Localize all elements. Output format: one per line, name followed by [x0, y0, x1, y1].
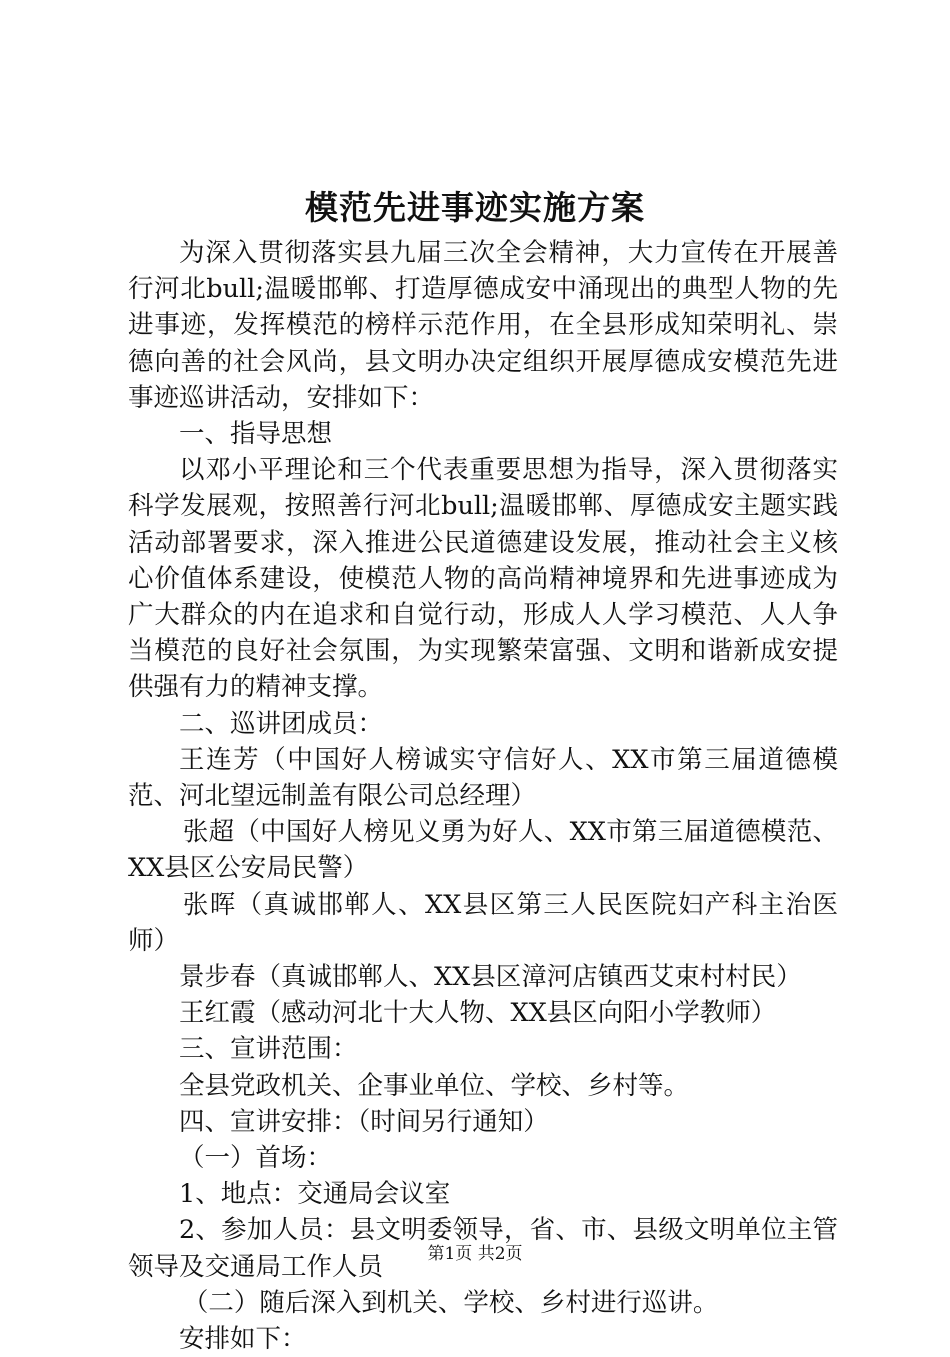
subsection-follow-up: （二）随后深入到机关、学校、乡村进行巡讲。: [182, 1287, 719, 1318]
arrangement-lead: 安排如下：: [179, 1324, 307, 1355]
intro-paragraph: 为深入贯彻落实县九届三次全会精神，大力宣传在开展善行河北bull;温暖邯郸、打造厚德成安中涌现出的典型人物的先进事迹，发挥模范的榜样示范作用，在全县形成知荣明礼、崇德向善的社会风尚，县文明办决定组织开展厚德成安模范先进事迹巡讲活动，安排如下：: [128, 238, 838, 413]
page-number: 第1页 共2页: [427, 1244, 523, 1264]
document-title: 模范先进事迹实施方案: [305, 188, 645, 227]
location-item: 1、地点：交通局会议室: [179, 1179, 451, 1210]
scope-paragraph: 全县党政机关、企事业单位、学校、乡村等。: [179, 1070, 690, 1101]
attendees-item: 2、参加人员：县文明委领导，省、市、县级文明单位主管领导及交通局工作人员: [128, 1215, 838, 1282]
member-item: 张超（中国好人榜见义勇为好人、XX市第三届道德模范、XX县区公安局民警）: [128, 817, 838, 884]
section-heading-arrangement: 四、宣讲安排：（时间另行通知）: [179, 1106, 549, 1137]
section-heading-scope: 三、宣讲范围：: [179, 1034, 358, 1065]
member-item: 王连芳（中国好人榜诚实守信好人、XX市第三届道德模范、河北望远制盖有限公司总经理）: [128, 744, 838, 812]
document-body: [128, 235, 838, 1357]
member-item: 王红霞（感动河北十大人物、XX县区向阳小学教师）: [179, 998, 777, 1029]
subsection-first-session: （一）首场：: [179, 1143, 333, 1174]
member-item: 张晖（真诚邯郸人、XX县区第三人民医院妇产科主治医师）: [128, 889, 838, 956]
guiding-ideology-paragraph: 以邓小平理论和三个代表重要思想为指导，深入贯彻落实科学发展观，按照善行河北bull;温暖邯郸、厚德成安主题实践活动部署要求，深入推进公民道德建设发展，推动社会主义核心价值体系建设，使模范人物的高尚精神境界和先进事迹成为广大群众的内在追求和自觉行动，形成人人学习模范、人人争当模范的良好社会氛围，为实现繁荣富强、文明和谐新成安提供强有力的精神支撑。: [128, 455, 838, 703]
section-heading-guiding-ideology: 一、指导思想: [179, 419, 333, 450]
section-heading-members: 二、巡讲团成员：: [179, 708, 384, 739]
member-item: 景步春（真诚邯郸人、XX县区漳河店镇西艾束村村民）: [179, 962, 802, 993]
